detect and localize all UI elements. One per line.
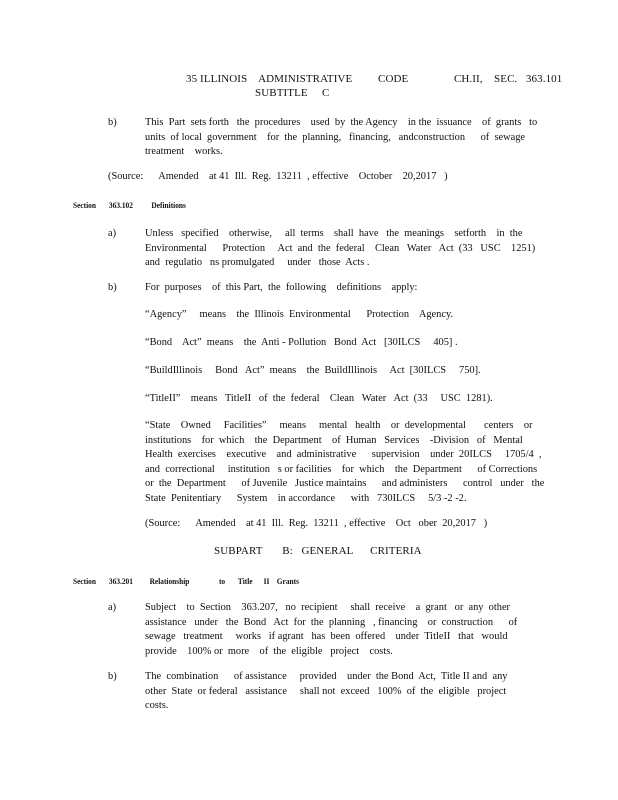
text-line: units of local government for the planning, financing, andconstruction of sewage bbox=[145, 131, 526, 143]
text-line: “State Owned Facilities” means mental health or developmental centers or bbox=[145, 420, 533, 431]
paragraph-101-b bbox=[145, 116, 537, 160]
source-note-101: (Source: Amended at 41 Ill. Reg. 13211 , effective October 20,2017 ) bbox=[108, 171, 448, 182]
text-line: or the Department of Juvenile Justice maintains and administers control under the bbox=[145, 478, 545, 489]
text-line: Subject to Section 363.207, no recipient shall receive a grant or any other bbox=[145, 602, 511, 613]
text-line: Environmental Protection Act and the federal Clean Water Act (33 USC 1251) bbox=[145, 242, 536, 254]
paragraph-201-a bbox=[145, 601, 517, 659]
definition-buildillinois: “BuildIllinois Bond Act” means the BuildIllinois Act [30ILCS 750]. bbox=[145, 365, 481, 376]
text-line: costs. bbox=[145, 700, 169, 711]
source-note-102: (Source: Amended at 41 Ill. Reg. 13211 , effective Oct ober 20,2017 ) bbox=[145, 518, 488, 529]
text-line: and correctional institution s or facilities for which the Department of Corrections bbox=[145, 463, 538, 475]
text-line: treatment works. bbox=[145, 146, 223, 157]
text-line: provide 100% or more of the eligible project costs. bbox=[145, 645, 393, 657]
text-line: assistance under the Bond Act for the planning , financing or construction of bbox=[145, 616, 518, 628]
header-line-1: 35 ILLINOIS ADMINISTRATIVE CODE CH.II, SEC. 363.101 bbox=[186, 73, 563, 85]
header-line-2: SUBTITLE C bbox=[255, 87, 330, 99]
definition-bond-act: “Bond Act” means the Anti - Pollution Bond Act [30ILCS 405] . bbox=[145, 337, 458, 348]
definition-titleii: “TitleII” means TitleII of the federal Clean Water Act (33 USC 1281). bbox=[145, 393, 493, 404]
text-line: institutions for which the Department of Human Services -Division of Mental bbox=[145, 434, 523, 446]
text-line: Unless specified otherwise, all terms shall have the meanings setforth in the bbox=[145, 228, 523, 239]
definition-agency: “Agency” means the Illinois Environmental Protection Agency. bbox=[145, 309, 454, 320]
text-line: sewage treatment works if agrant has been offered under TitleII that would bbox=[145, 631, 508, 642]
text-line: The combination of assistance provided under the Bond Act, Title II and any bbox=[145, 671, 508, 682]
item-label-a: a) bbox=[108, 228, 117, 239]
text-line: Health exercises executive and administrative supervision under 20ILCS 1705/4 , bbox=[145, 449, 542, 460]
item-label-b: b) bbox=[108, 671, 117, 682]
definitions-intro: For purposes of this Part, the following definitions apply: bbox=[145, 282, 418, 293]
text-line: This Part sets forth the procedures used by the Agency in the issuance of grants to bbox=[145, 117, 538, 128]
section-heading-102: Section 363.102 Definitions bbox=[73, 200, 186, 211]
subpart-heading: SUBPART B: GENERAL CRITERIA bbox=[214, 545, 422, 557]
item-label-a: a) bbox=[108, 602, 117, 613]
text-line: and regulatio ns promulgated under those Acts . bbox=[145, 257, 370, 268]
text-line: State Penitentiary System in accordance with 730ILCS 5/3 -2 -2. bbox=[145, 492, 467, 504]
paragraph-201-b bbox=[145, 670, 507, 714]
item-label-b: b) bbox=[108, 282, 117, 293]
definition-state-owned-facilities bbox=[145, 419, 544, 506]
item-label-b: b) bbox=[108, 117, 117, 128]
paragraph-102-a bbox=[145, 227, 535, 271]
text-line: other State or federal assistance shall not exceed 100% of the eligible project bbox=[145, 685, 507, 697]
section-heading-201: Section 363.201 Relationship to Title II Grants bbox=[73, 576, 299, 587]
